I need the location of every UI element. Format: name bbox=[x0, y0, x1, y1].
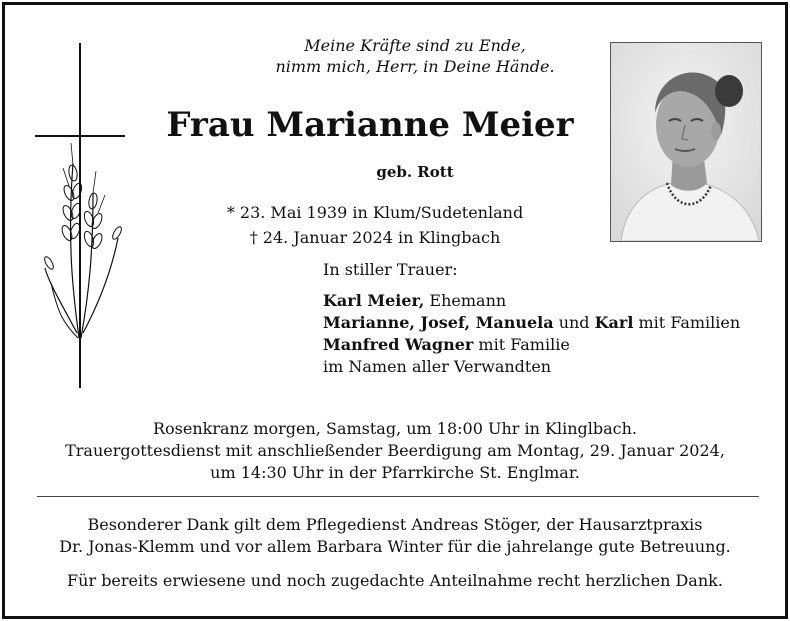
service-line: um 14:30 Uhr in der Pfarrkirche St. Englmar. bbox=[210, 463, 580, 482]
divider bbox=[37, 496, 759, 497]
verse-line: nimm mich, Herr, in Deine Hände. bbox=[275, 57, 555, 76]
verse-line: Meine Kräfte sind zu Ende, bbox=[304, 36, 526, 55]
mourners-intro: In stiller Trauer: bbox=[323, 260, 458, 279]
death-date: † 24. Januar 2024 in Klingbach bbox=[249, 228, 501, 247]
life-dates bbox=[135, 200, 615, 250]
mourner-relation: Ehemann bbox=[424, 291, 507, 310]
obituary-card bbox=[2, 2, 788, 619]
closing-thanks: Für bereits erwiesene und noch zugedachte Anteilnahme recht herzlichen Dank. bbox=[67, 571, 723, 590]
mourner-row bbox=[323, 312, 740, 334]
service-line: Rosenkranz morgen, Samstag, um 18:00 Uhr in Klinglbach. bbox=[152, 419, 638, 438]
mourner-row bbox=[323, 356, 740, 378]
mourner-row bbox=[323, 334, 740, 356]
mourner-name: Marianne, Josef, Manuela bbox=[323, 313, 554, 332]
mourner-relation: mit Familien bbox=[633, 313, 741, 332]
acknowledgements bbox=[15, 514, 775, 592]
service-info bbox=[15, 418, 775, 484]
birth-date: * 23. Mai 1939 in Klum/Sudetenland bbox=[226, 203, 524, 222]
cross-with-wheat-icon bbox=[33, 43, 125, 388]
maiden-name: geb. Rott bbox=[376, 163, 454, 181]
portrait-photo bbox=[610, 42, 762, 242]
mourner-row bbox=[323, 290, 740, 312]
mourner-name: Karl bbox=[594, 313, 634, 332]
verse bbox=[220, 35, 610, 77]
deceased-name: Frau Marianne Meier bbox=[166, 105, 574, 145]
mourners-list bbox=[323, 259, 740, 378]
mourner-name: Manfred Wagner bbox=[323, 335, 474, 354]
mourner-relation: im Namen aller Verwandten bbox=[323, 357, 552, 376]
mourner-name: Karl Meier, bbox=[323, 291, 425, 310]
portrait-illustration bbox=[611, 43, 761, 241]
mourner-conjunction: und bbox=[553, 313, 595, 332]
mourner-relation: mit Familie bbox=[473, 335, 570, 354]
service-line: Trauergottesdienst mit anschließender Beerdigung am Montag, 29. Januar 2024, bbox=[65, 441, 725, 460]
thanks-line: Dr. Jonas-Klemm und vor allem Barbara Winter für die jahrelange gute Betreuung. bbox=[59, 537, 731, 556]
thanks-line: Besonderer Dank gilt dem Pflegedienst Andreas Stöger, der Hausarztpraxis bbox=[87, 515, 703, 534]
